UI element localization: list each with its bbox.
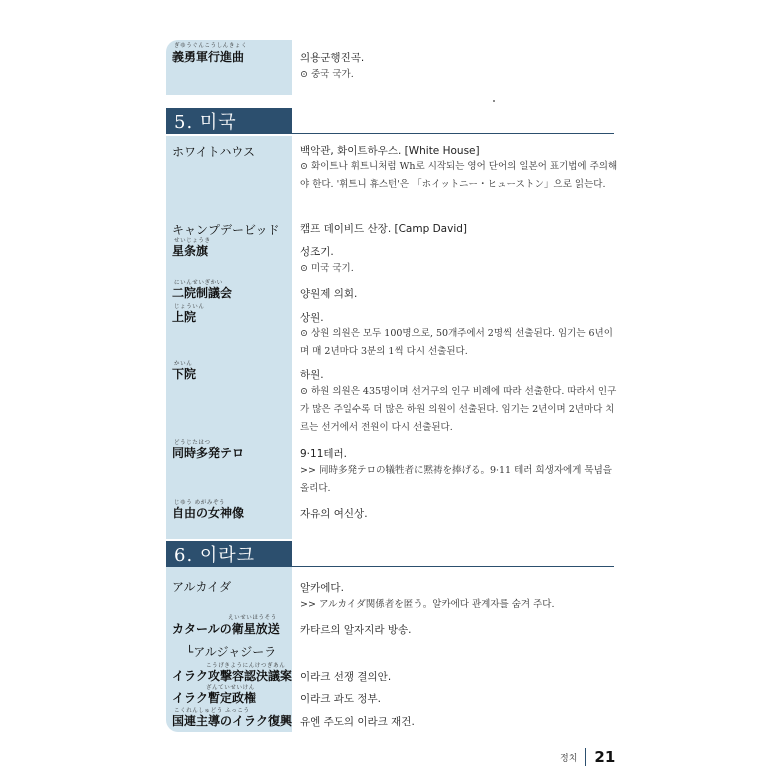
section-heading: [166, 108, 614, 134]
term: 国連主導のイラク復興: [172, 714, 293, 728]
definition: 하원.: [300, 369, 324, 381]
term-ruby: こうげきようにんけつぎあん: [206, 663, 286, 669]
definition: 성조기.: [300, 246, 334, 258]
term: 上院: [172, 310, 197, 324]
definition: 캠프 데이비드 산장. [Camp David]: [300, 223, 467, 235]
note: >> アルカイダ関係者を匿う。알카에다 관계자를 숨겨 주다.: [300, 599, 555, 610]
page-footer: [560, 748, 615, 766]
term: 自由の女神像: [172, 506, 245, 520]
definition: 의용군행진곡.: [300, 52, 365, 64]
stray-dot: [493, 100, 495, 102]
definition: 양원제 의회.: [300, 288, 358, 300]
footer-section: 정치: [560, 753, 578, 764]
term: カタールの衛星放送: [172, 622, 280, 636]
term: └アルジャジーラ: [186, 645, 277, 659]
term-ruby: じょういん: [174, 304, 205, 310]
definition: 백악관, 화이트하우스. [White House]: [300, 145, 480, 157]
definition: 9·11테러.: [300, 448, 348, 460]
term-ruby: こくれんしゅどう ふっこう: [174, 708, 250, 714]
term-ruby: どうじたはつ: [174, 440, 211, 446]
term-ruby: ざんていせいけん: [206, 685, 255, 691]
term: 義勇軍行進曲: [172, 50, 245, 64]
term: イラク攻撃容認決議案: [172, 669, 293, 683]
note: ⊙ 중국 국가.: [300, 69, 354, 80]
term-ruby: じゆう めがみぞう: [174, 500, 226, 506]
note: ⊙ 상원 의원은 모두 100명으로, 50개주에서 2명씩 선출된다. 임기는 6년이며 매 2년마다 3분의 1씩 다시 선출된다.: [300, 328, 613, 357]
term-ruby: かいん: [174, 361, 193, 367]
page-number: 21: [594, 748, 616, 766]
note: >> 同時多発テロの犠牲者に黙祷を捧げる。9·11 테러 희생자에게 묵념을 올리다.: [300, 465, 612, 494]
definition: 알카에다.: [300, 582, 344, 594]
definition: 상원.: [300, 312, 324, 324]
term: 同時多発テロ: [172, 446, 245, 460]
term: 星条旗: [172, 244, 209, 258]
term: イラク暫定政権: [172, 691, 257, 705]
definition: 카타르의 알자지라 방송.: [300, 624, 412, 636]
term-ruby: えいせいほうそう: [228, 615, 277, 621]
note: ⊙ 하원 의원은 435명이며 선거구의 인구 비례에 따라 선출한다. 따라서 인구가 많은 주일수록 더 많은 하원 의원이 선출된다. 임기는 2년이며 2년마다 치르는 선거에서 전원이 다시 선출된다.: [300, 386, 617, 433]
section-rule: [292, 108, 614, 134]
term: アルカイダ: [172, 580, 232, 594]
definition: 이라크 과도 정부.: [300, 693, 382, 705]
term: 二院制議会: [172, 286, 233, 300]
note: ⊙ 화이트나 휘트니처럼 Wh로 시작되는 영어 단어의 일본어 표기법에 주의해야 한다. '휘트니 휴스턴'은 「ホイットニー・ヒューストン」으로 읽는다.: [300, 161, 618, 190]
term: ホワイトハウス: [172, 145, 256, 159]
term-ruby: ぎゆうぐんこうしんきょく: [174, 43, 248, 49]
definition: 자유의 여신상.: [300, 508, 368, 520]
term-column-bg: [166, 136, 292, 539]
definition: 이라크 선쟁 결의안.: [300, 671, 392, 683]
term: 下院: [172, 367, 197, 381]
term-ruby: せいじょうき: [174, 238, 211, 244]
term-ruby: にいんせいぎかい: [174, 280, 223, 286]
section-rule: [292, 541, 614, 567]
section-heading: [166, 541, 614, 567]
definition: 유엔 주도의 이라크 재건.: [300, 716, 415, 728]
term: キャンプデービッド: [172, 223, 280, 237]
section-label: 5. 미국: [166, 108, 292, 134]
footer-divider: [585, 748, 586, 766]
note: ⊙ 미국 국기.: [300, 263, 354, 274]
section-label: 6. 이라크: [166, 541, 292, 567]
